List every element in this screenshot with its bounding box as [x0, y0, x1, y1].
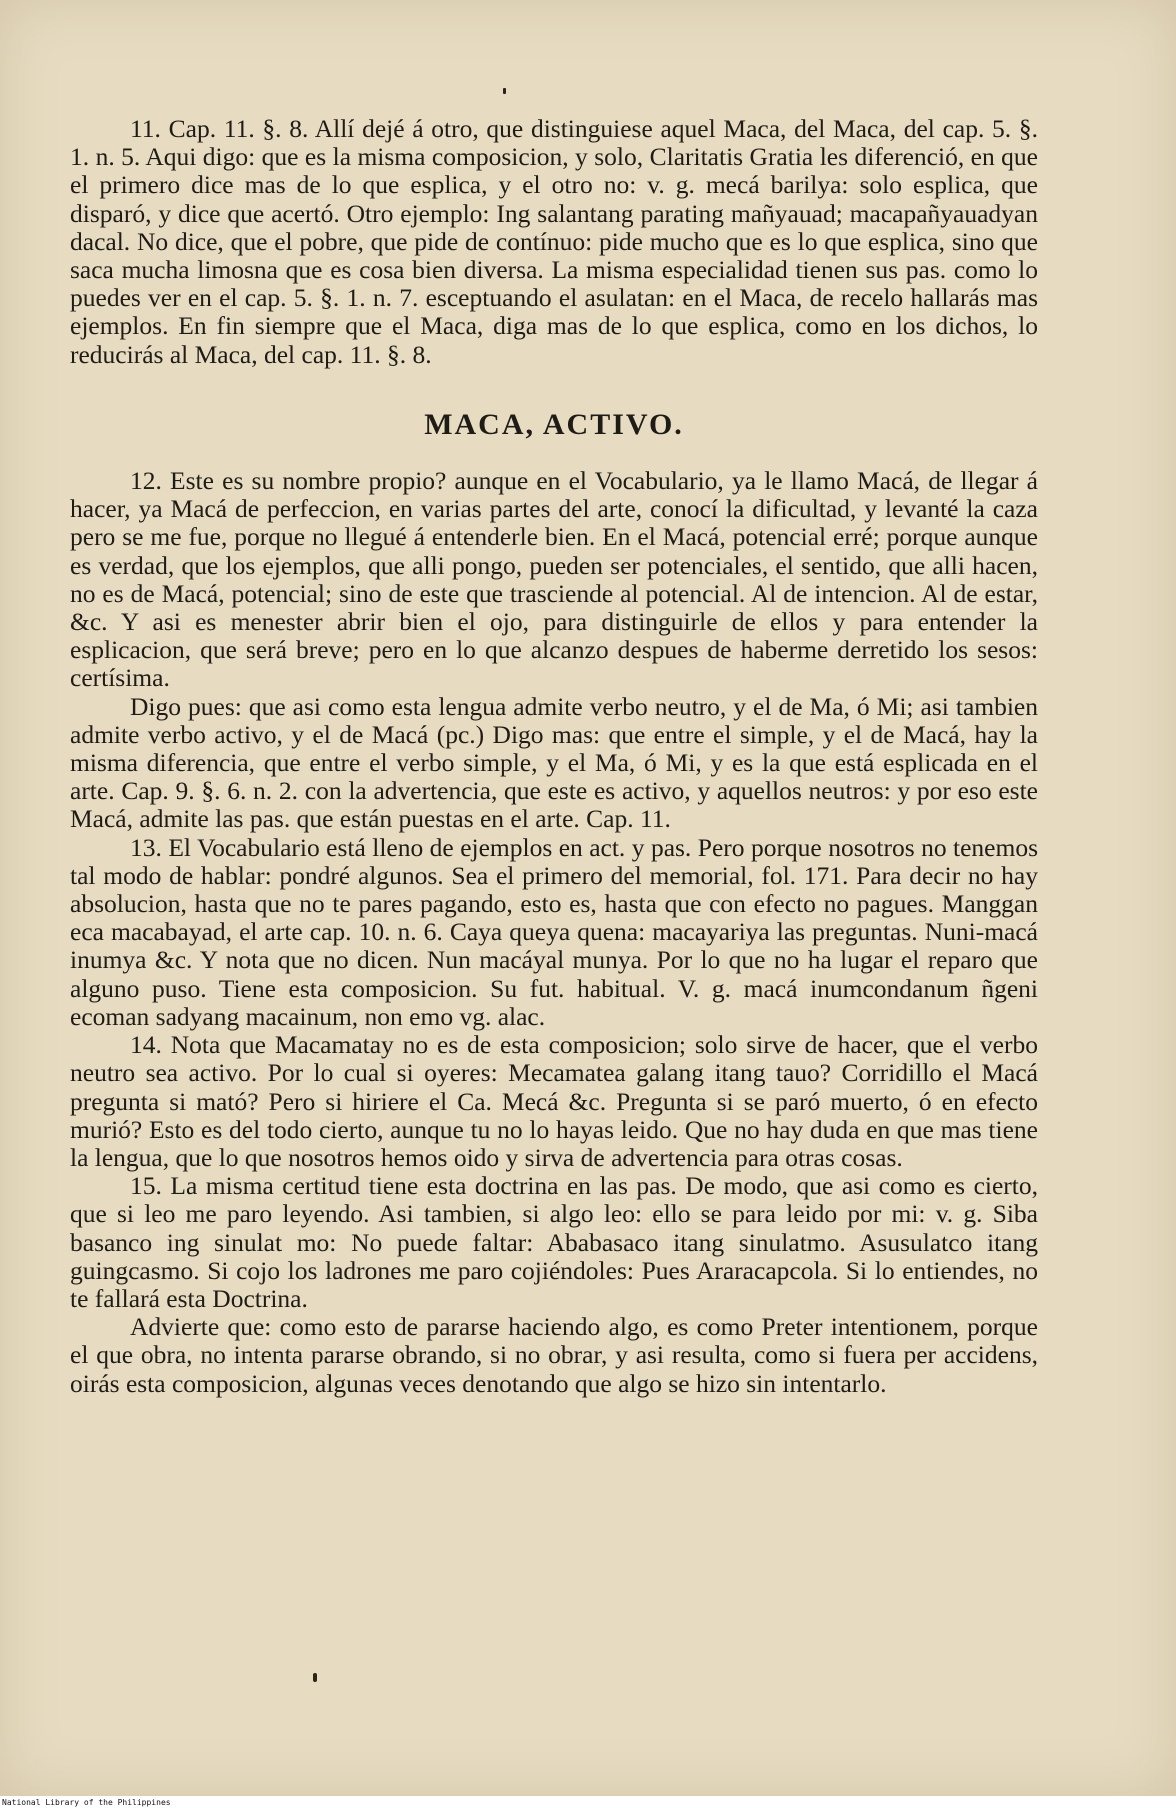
- paragraph-14: 14. Nota que Macamatay no es de esta composicion; solo sirve de hacer, que el verbo neutro sea activo. Por lo cual si oyeres: Mecamatea galang itang tauo? Corridillo el Macá pregunta si mató? Pero si hiriere el Ca. Mecá &c. Pregunta si se paró muerto, ó en efecto murió? Esto es del todo cierto, aunque tu no lo hayas leido. Que no hay duda en que mas tiene la lengua, que lo que nosotros hemos oido y sirva de advertencia para otras cosas.: [70, 1030, 1038, 1172]
- paragraph-11: 11. Cap. 11. §. 8. Allí dejé á otro, que distinguiese aquel Maca, del Maca, del cap. 5. §. 1. n. 5. Aqui digo: que es la misma composicion, y solo, Claritatis Gratia les diferenció, en que el primero dice mas de lo que esplica, y el otro no: v. g. mecá barilya: solo esplica, que disparó, y dice que acertó. Otro ejemplo: Ing salantang parating mañyauad; macapañyauadyan dacal. No dice, que el pobre, que pide de contínuo: pide mucho que es lo que esplica, sino que saca mucha limosna que es cosa bien diversa. La misma especialidad tienen sus pas. como lo puedes ver en el cap. 5. §. 1. n. 7. esceptuando el asulatan: en el Maca, de recelo hallarás mas ejemplos. En fin siempre que el Maca, diga mas de lo que esplica, como en los dichos, lo reducirás al Maca, del cap. 11. §. 8.: [70, 114, 1038, 369]
- paragraph-advierte: Advierte que: como esto de pararse haciendo algo, es como Preter intentionem, porque el que obra, no intenta pararse obrando, si no obrar, y asi resulta, como si fuera per accidens, oirás esta composicion, algunas veces denotando que algo se hizo sin intentarlo.: [70, 1312, 1038, 1398]
- section-heading: MACA, ACTIVO.: [424, 407, 684, 441]
- paragraph-12: 12. Este es su nombre propio? aunque en el Vocabulario, ya le llamo Macá, de llegar á hacer, ya Macá de perfeccion, en varias partes del arte, conocí la dificultad, y levanté la caza pero se me fue, porque no llegué á entenderle bien. En el Macá, potencial erré; porque aunque es verdad, que los ejemplos, que alli pongo, pueden ser potenciales, el sentido, que alli hacen, no es de Macá, potencial; sino de este que trasciende al potencial. Al de intencion. Al de estar, &c. Y asi es menester abrir bien el ojo, para distinguirle de ellos y para entender la esplicacion, que será breve; pero en lo que alcanzo despues de haberme derretido los sesos: certísima.: [70, 466, 1038, 693]
- paragraph-digo: Digo pues: que asi como esta lengua admite verbo neutro, y el de Ma, ó Mi; asi tambien admite verbo activo, y el de Macá (pc.) Digo mas: que entre el simple, y el de Macá, hay la misma diferencia, que entre el verbo simple, y el Ma, ó Mi, y es la que está esplicada en el arte. Cap. 9. §. 6. n. 2. con la advertencia, que este es activo, y aquellos neutros: y por eso este Macá, admite las pas. que están puestas en el arte. Cap. 11.: [70, 691, 1038, 834]
- ink-mark: [503, 88, 506, 94]
- page-body: [70, 115, 1038, 1398]
- paragraph-13: 13. El Vocabulario está lleno de ejemplos en act. y pas. Pero porque nosotros no tenemos tal modo de hablar: pondré algunos. Sea el primero del memorial, fol. 171. Para decir no hay absolucion, hasta que no te pares pagando, esto es, hasta que con efecto no pagues. Manggan eca macabayad, el arte cap. 10. n. 6. Caya queya quena: macayariya las preguntas. Nuni-macá inumya &c. Y nota que no dicen. Nun macáyal munya. Por lo que no ha lugar el reparo que alguno puso. Tiene esta composicion. Su fut. habitual. V. g. macá inumcondanum ñgeni ecoman sadyang macainum, non emo vg. alac.: [70, 832, 1038, 1031]
- library-footer: National Library of the Philippines: [2, 1798, 171, 1807]
- ink-mark: [313, 1673, 317, 1682]
- paragraph-15: 15. La misma certitud tiene esta doctrina en las pas. De modo, que asi como es cierto, que si leo me paro leyendo. Asi tambien, si algo leo: ello se para leido por mi: v. g. Siba basanco ing sinulat mo: No puede faltar: Ababasaco itang sinulatmo. Asusulatco itang guingcasmo. Si cojo los ladrones me paro cojiéndoles: Pues Araracapcola. Si lo entiendes, no te fallará esta Doctrina.: [70, 1171, 1038, 1313]
